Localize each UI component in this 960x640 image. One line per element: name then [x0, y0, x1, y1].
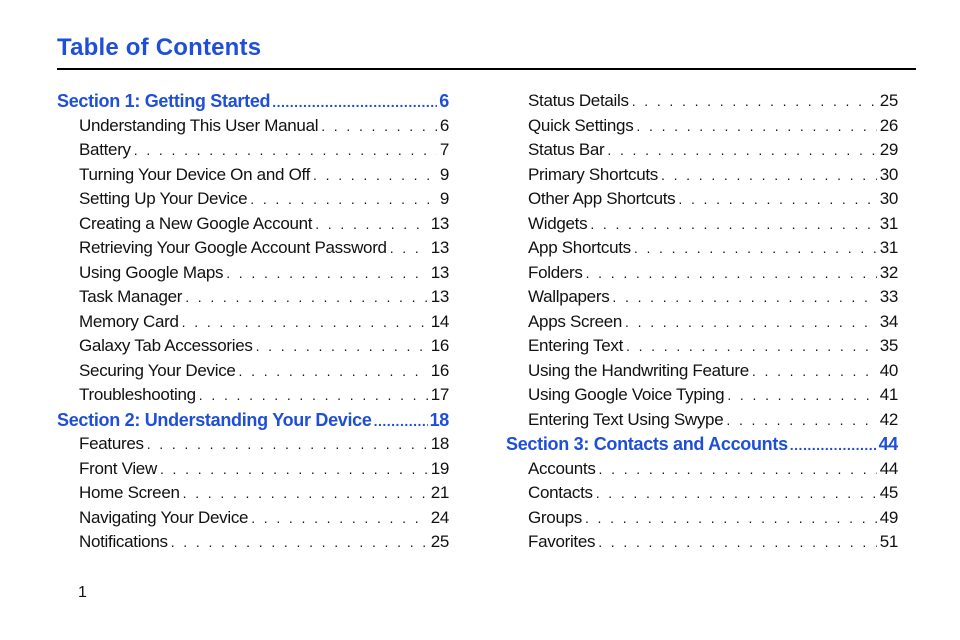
dot-leader — [636, 114, 876, 139]
toc-entry-page: 7 — [439, 140, 449, 159]
dot-leader — [250, 187, 437, 212]
toc-entry-label: Section 1: Getting Started — [57, 91, 271, 111]
toc-entry-label: Creating a New Google Account — [79, 213, 313, 233]
toc-entry-page: 29 — [879, 140, 898, 159]
dot-leader — [321, 114, 437, 139]
toc-entry[interactable] — [57, 114, 449, 139]
toc-entry-label: Understanding This User Manual — [79, 115, 319, 135]
toc-entry-label: Status Bar — [528, 140, 605, 159]
dot-leader — [313, 163, 437, 188]
toc-entry[interactable] — [57, 310, 449, 335]
toc-entry-label: Securing Your Device — [79, 360, 236, 380]
dot-leader — [632, 89, 877, 114]
toc-entry-page: 24 — [430, 507, 449, 527]
dot-leader — [598, 530, 876, 555]
toc-entry-label: Notifications — [79, 532, 168, 551]
toc-entry-label: Entering Text Using Swype — [528, 409, 724, 429]
toc-entry-label: Primary Shortcuts — [528, 164, 658, 184]
toc-entry-label: Galaxy Tab Accessories — [79, 336, 253, 355]
toc-entry-label: Entering Text — [528, 336, 624, 355]
toc-entry[interactable] — [57, 530, 449, 555]
toc-entry-label: Retrieving Your Google Account Password — [79, 238, 387, 257]
toc-entry-label: Section 2: Understanding Your Device — [57, 409, 372, 430]
dot-leader — [612, 285, 876, 310]
dot-leader — [226, 261, 427, 286]
dot-leader — [596, 481, 877, 506]
toc-entry-page: 18 — [430, 434, 449, 453]
toc-entry-page: 26 — [879, 115, 898, 135]
dot-leader — [586, 261, 877, 286]
toc-section-entry[interactable] — [57, 89, 449, 114]
dot-leader — [727, 383, 876, 408]
toc-entry-page: 25 — [879, 91, 898, 110]
toc-entry-page: 18 — [429, 409, 449, 430]
toc-entry[interactable] — [506, 457, 898, 482]
toc-entry-label: Status Details — [528, 91, 629, 110]
toc-entry[interactable] — [506, 506, 898, 531]
toc-entry-page: 44 — [879, 458, 898, 478]
toc-entry-page: 41 — [879, 385, 898, 404]
toc-entry-label: Setting Up Your Device — [79, 189, 248, 208]
toc-entry-label: Task Manager — [79, 287, 183, 306]
toc-entry-page: 40 — [879, 360, 898, 380]
dot-leader — [171, 530, 428, 555]
toc-entry-page: 21 — [430, 483, 449, 502]
page-title: Table of Contents — [57, 34, 262, 61]
toc-entry-page: 34 — [879, 311, 898, 331]
toc-entry[interactable] — [57, 383, 449, 408]
dot-leader — [147, 432, 428, 457]
toc-entry-page: 6 — [439, 91, 449, 111]
toc-right-column — [506, 89, 898, 555]
dot-leader — [626, 334, 877, 359]
dot-leader — [272, 90, 437, 114]
toc-entry[interactable] — [57, 236, 449, 261]
toc-entry-page: 19 — [430, 458, 449, 478]
toc-entry-page: 30 — [879, 189, 898, 208]
toc-entry[interactable] — [506, 481, 898, 506]
toc-entry-label: Turning Your Device On and Off — [79, 164, 311, 184]
toc-entry-label: Accounts — [528, 458, 596, 478]
toc-entry[interactable] — [506, 310, 898, 335]
dot-leader — [607, 138, 876, 163]
toc-entry-label: Using Google Maps — [79, 262, 224, 282]
toc-entry-page: 31 — [879, 238, 898, 257]
toc-entry[interactable] — [57, 212, 449, 237]
toc-entry-page: 31 — [879, 213, 898, 233]
toc-entry[interactable] — [57, 457, 449, 482]
toc-entry[interactable] — [506, 261, 898, 286]
dot-leader — [790, 433, 877, 457]
toc-entry-page: 30 — [879, 164, 898, 184]
dot-leader — [251, 506, 428, 531]
toc-entry-label: Other App Shortcuts — [528, 189, 676, 208]
toc-entry[interactable] — [57, 163, 449, 188]
dot-leader — [585, 506, 877, 531]
dot-leader — [183, 481, 428, 506]
dot-leader — [599, 457, 877, 482]
toc-entry-page: 42 — [879, 409, 898, 429]
toc-entry-page: 13 — [430, 287, 449, 306]
toc-entry-page: 51 — [879, 532, 898, 551]
dot-leader — [390, 236, 428, 261]
dot-leader — [634, 236, 877, 261]
toc-entry-label: Memory Card — [79, 311, 179, 331]
toc-entry-label: Folders — [528, 262, 583, 282]
dot-leader — [239, 359, 428, 384]
dot-leader — [185, 285, 428, 310]
toc-entry-page: 13 — [430, 262, 449, 282]
toc-entry-label: Contacts — [528, 483, 593, 502]
toc-entry-label: Navigating Your Device — [79, 507, 249, 527]
toc-entry[interactable] — [506, 212, 898, 237]
toc-entry-page: 49 — [879, 507, 898, 527]
toc-entry-page: 16 — [430, 336, 449, 355]
toc-entry[interactable] — [506, 359, 898, 384]
toc-entry-page: 44 — [878, 434, 898, 454]
toc-entry[interactable] — [506, 334, 898, 359]
dot-leader — [182, 310, 428, 335]
toc-entry[interactable] — [506, 383, 898, 408]
toc-entry[interactable] — [506, 163, 898, 188]
toc-entry[interactable] — [506, 138, 898, 163]
dot-leader — [661, 163, 877, 188]
toc-entry[interactable] — [506, 285, 898, 310]
toc-section-entry[interactable] — [506, 432, 898, 457]
toc-entry-page: 25 — [430, 532, 449, 551]
dot-leader — [590, 212, 876, 237]
dot-leader — [256, 334, 428, 359]
dot-leader — [625, 310, 877, 335]
toc-entry[interactable] — [57, 187, 449, 212]
toc-entry-label: Troubleshooting — [79, 385, 196, 404]
toc-entry-label: Quick Settings — [528, 115, 634, 135]
toc-entry[interactable] — [57, 261, 449, 286]
toc-entry-label: Features — [79, 434, 144, 453]
toc-entry[interactable] — [506, 187, 898, 212]
toc-entry-page: 32 — [879, 262, 898, 282]
toc-entry[interactable] — [57, 334, 449, 359]
dot-leader — [199, 383, 428, 408]
toc-left-column — [57, 89, 449, 555]
toc-entry-label: Front View — [79, 458, 157, 478]
dot-leader — [678, 187, 876, 212]
toc-entry-page: 33 — [879, 287, 898, 306]
toc-entry[interactable] — [506, 530, 898, 555]
toc-entry-label: Favorites — [528, 532, 596, 551]
toc-entry-page: 45 — [879, 483, 898, 502]
dot-leader — [160, 457, 428, 482]
dot-leader — [752, 359, 877, 384]
toc-entry-page: 16 — [430, 360, 449, 380]
toc-entry-page: 17 — [430, 385, 449, 404]
toc-entry-label: Widgets — [528, 213, 588, 233]
toc-entry-label: Using the Handwriting Feature — [528, 360, 749, 380]
toc-entry-label: Groups — [528, 507, 582, 527]
title-rule — [57, 68, 916, 70]
toc-entry[interactable] — [506, 236, 898, 261]
toc-entry-label: Section 3: Contacts and Accounts — [506, 434, 788, 454]
toc-entry[interactable] — [57, 285, 449, 310]
toc-entry-page: 14 — [430, 311, 449, 331]
toc-entry-label: Wallpapers — [528, 287, 610, 306]
toc-entry[interactable] — [57, 138, 449, 163]
toc-entry[interactable] — [57, 432, 449, 457]
dot-leader — [134, 138, 437, 163]
toc-entry-label: App Shortcuts — [528, 238, 631, 257]
toc-section-entry[interactable] — [57, 408, 449, 433]
dot-leader — [726, 408, 876, 433]
toc-entry-label: Home Screen — [79, 483, 180, 502]
dot-leader — [315, 212, 427, 237]
toc-entry[interactable] — [506, 114, 898, 139]
toc-entry[interactable] — [57, 359, 449, 384]
toc-entry-page: 13 — [430, 213, 449, 233]
dot-leader — [374, 409, 428, 433]
toc-entry[interactable] — [506, 89, 898, 114]
toc-entry[interactable] — [506, 408, 898, 433]
toc-entry-page: 9 — [439, 189, 449, 208]
toc-entry-page: 35 — [879, 336, 898, 355]
page-number: 1 — [78, 584, 87, 601]
toc-entry-label: Using Google Voice Typing — [528, 385, 725, 404]
toc-entry-label: Apps Screen — [528, 311, 623, 331]
toc-entry[interactable] — [57, 506, 449, 531]
toc-entry[interactable] — [57, 481, 449, 506]
toc-entry-page: 13 — [430, 238, 449, 257]
toc-entry-page: 6 — [439, 115, 449, 135]
toc-entry-label: Battery — [79, 140, 131, 159]
toc-entry-page: 9 — [439, 164, 449, 184]
